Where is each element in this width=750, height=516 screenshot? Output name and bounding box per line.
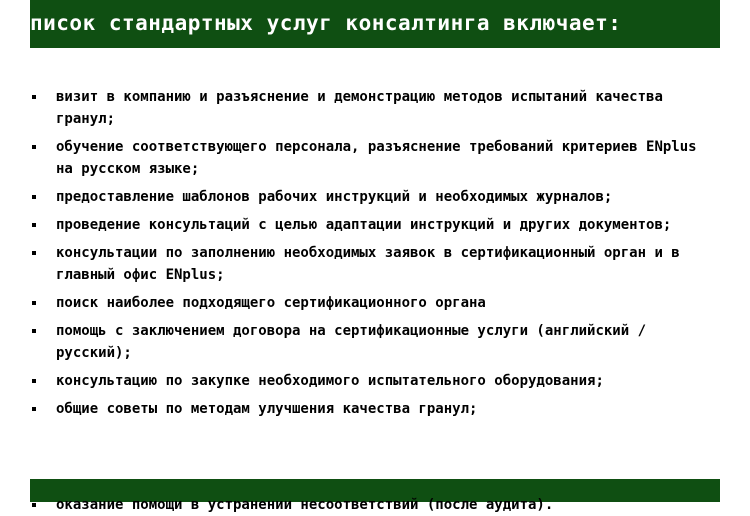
list-item [30, 214, 720, 236]
bullet-icon [32, 503, 36, 507]
list-item-text: консультацию по закупке необходимого испытательного оборудования; [56, 373, 604, 389]
bullet-icon [32, 379, 36, 383]
list-item [30, 320, 720, 364]
list-item-text: визит в компанию и разъяснение и демонстрацию методов испытаний качества гранул; [56, 89, 663, 127]
list-item [30, 292, 720, 314]
list-item-text: предоставление шаблонов рабочих инструкций и необходимых журналов; [56, 189, 613, 205]
bullet-icon [32, 145, 36, 149]
list-item-text: обучение соответствующего персонала, разъяснение требований критериев ENplus на русском языке; [56, 139, 697, 177]
list-item [30, 86, 720, 130]
bullet-icon [32, 223, 36, 227]
title-bar [30, 0, 720, 48]
slide-title: писок стандартных услуг консалтинга включает: [30, 11, 622, 35]
list-item-text: проведение консультаций с целью адаптации инструкций и других документов; [56, 217, 672, 233]
list-item-text: помощь с заключением договора на сертификационные услуги (английский / русский); [56, 323, 647, 361]
bullet-icon [32, 195, 36, 199]
services-list [30, 86, 720, 426]
list-item [30, 136, 720, 180]
bullet-icon [32, 301, 36, 305]
list-item [30, 370, 720, 392]
bullet-icon [32, 95, 36, 99]
bullet-icon [32, 407, 36, 411]
list-item-text: оказание помощи в устранении несоответствий (после аудита). [56, 497, 554, 513]
list-item [30, 242, 720, 286]
list-item [30, 494, 720, 516]
list-item [30, 398, 720, 420]
list-item-text: консультации по заполнению необходимых заявок в сертификационный орган и в главный офис ENplus; [56, 245, 680, 283]
list-item-text: поиск наиболее подходящего сертификационного органа [56, 295, 486, 311]
bullet-icon [32, 329, 36, 333]
list-item [30, 186, 720, 208]
list-item-text: общие советы по методам улучшения качества гранул; [56, 401, 478, 417]
bullet-icon [32, 251, 36, 255]
last-item-clip [30, 494, 720, 516]
